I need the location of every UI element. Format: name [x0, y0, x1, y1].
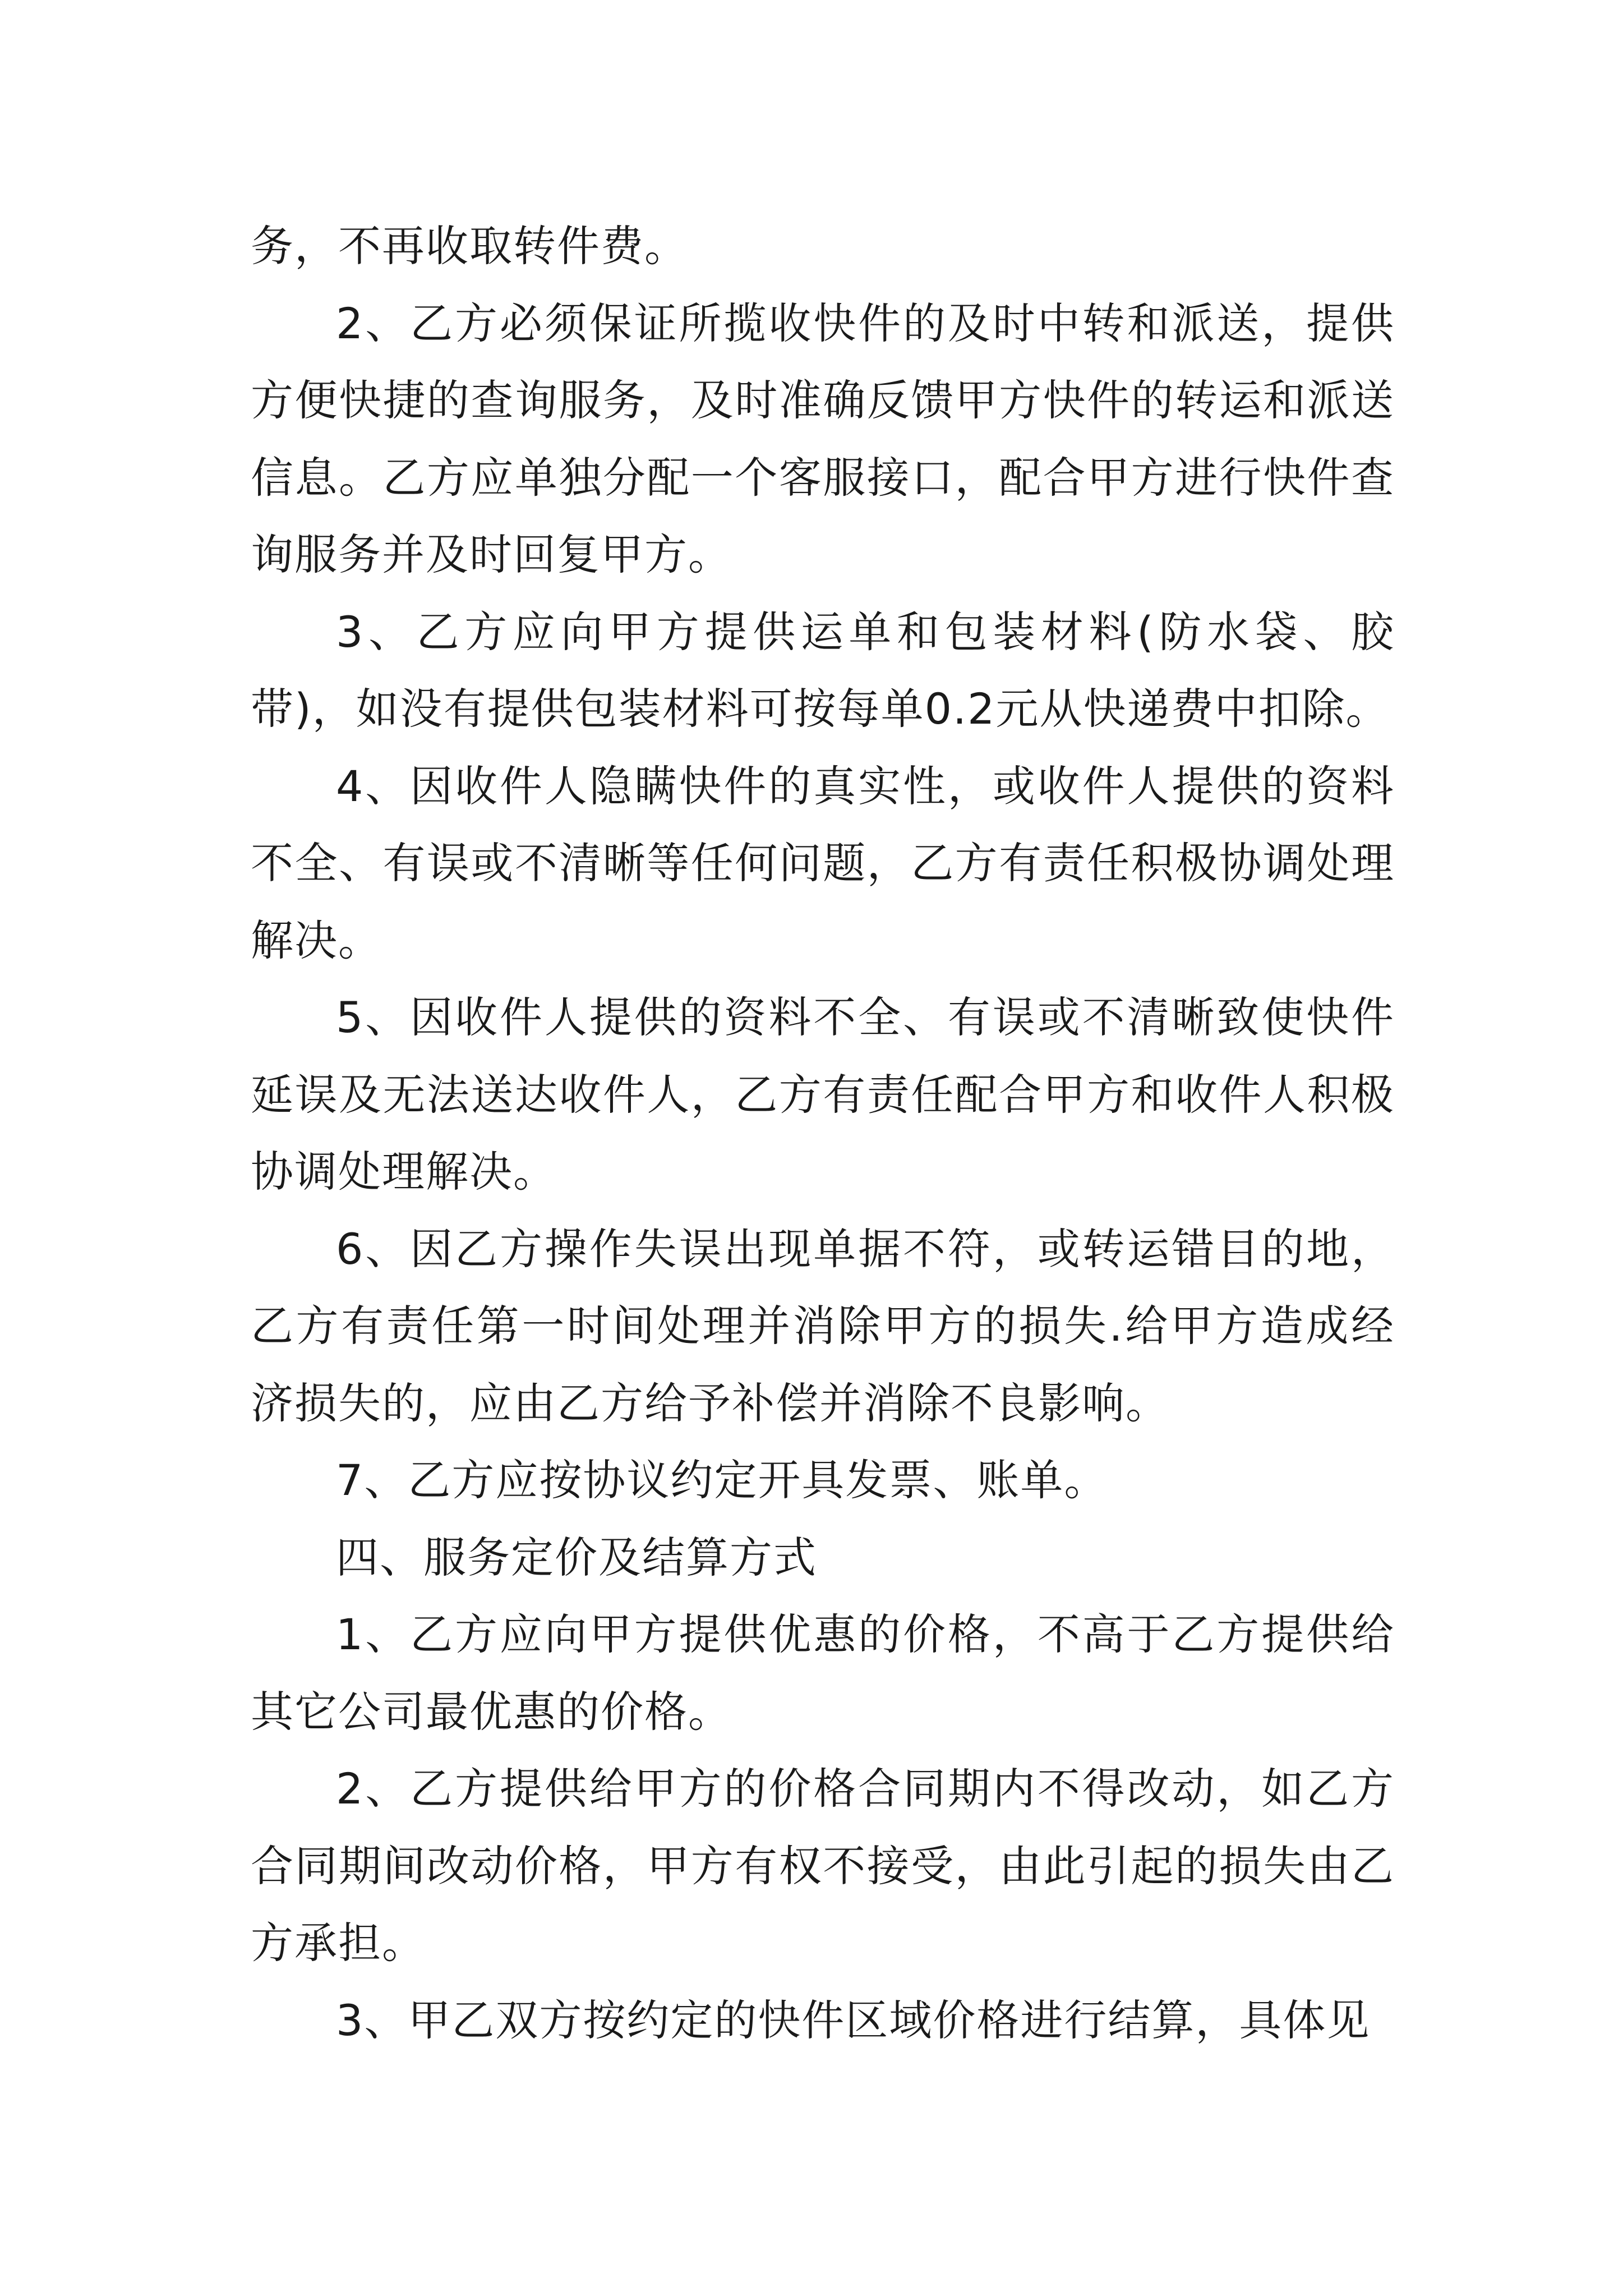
paragraph-clause-7: 7、乙方应按协议约定开具发票、账单。 [336, 1455, 1108, 1505]
paragraph-clause-4: 4、因收件人隐瞒快件的真实性，或收件人提供的资料不全、有误或不清晰等任何问题，乙方有责任积极协调处理解决。 [251, 761, 1395, 965]
paragraph-pricing-3: 3、甲乙双方按约定的快件区域价格进行结算，具体见 [336, 1995, 1371, 2045]
paragraph-clause-3: 3、乙方应向甲方提供运单和包装材料(防水袋、胶带)，如没有提供包装材料可按每单0.2元从快递费中扣除。 [251, 606, 1395, 734]
paragraph-clause-2: 2、乙方必须保证所揽收快件的及时中转和派送，提供方便快捷的查询服务，及时准确反馈甲方快件的转运和派送信息。乙方应单独分配一个客服接口，配合甲方进行快件查询服务并及时回复甲方。 [251, 298, 1395, 579]
paragraph-pricing-2: 2、乙方提供给甲方的价格合同期内不得改动，如乙方合同期间改动价格，甲方有权不接受，由此引起的损失由乙方承担。 [251, 1764, 1395, 1968]
paragraph-continuation: 务，不再收取转件费。 [251, 221, 688, 271]
paragraph-pricing-1: 1、乙方应向甲方提供优惠的价格，不高于乙方提供给其它公司最优惠的价格。 [251, 1609, 1395, 1737]
paragraph-clause-5: 5、因收件人提供的资料不全、有误或不清晰致使快件延误及无法送达收件人，乙方有责任配合甲方和收件人积极协调处理解决。 [251, 992, 1395, 1197]
paragraph-clause-6: 6、因乙方操作失误出现单据不符，或转运错目的地，乙方有责任第一时间处理并消除甲方的损失.给甲方造成经济损失的，应由乙方给予补偿并消除不良影响。 [251, 1223, 1395, 1428]
section-heading-pricing: 四、服务定价及结算方式 [336, 1532, 817, 1582]
document-body [251, 208, 1395, 2059]
